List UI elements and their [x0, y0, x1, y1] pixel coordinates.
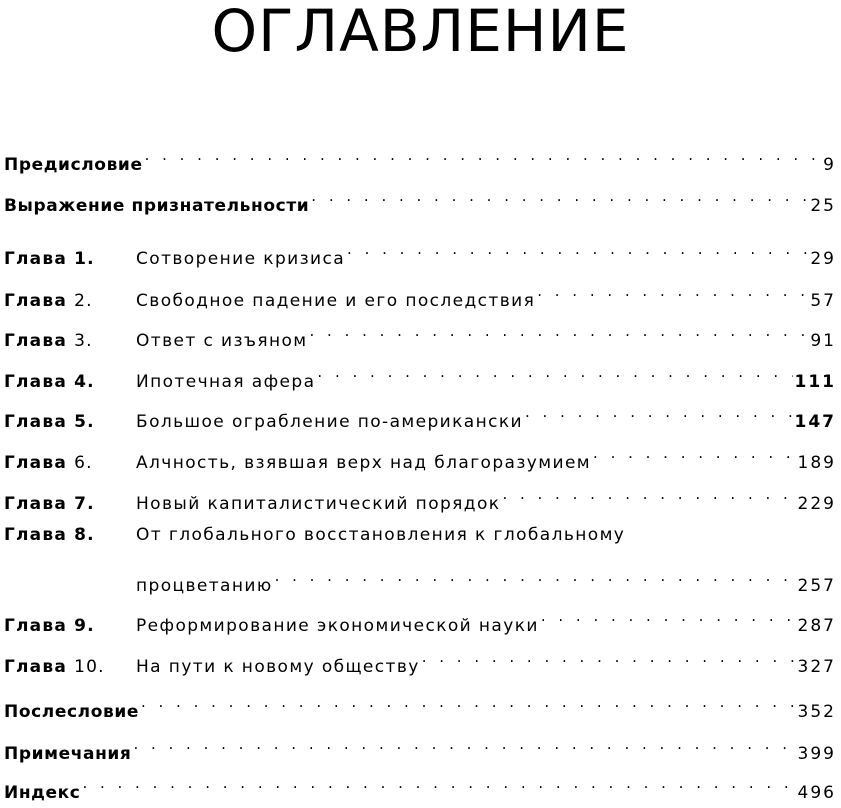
- toc-entry-index[interactable]: [4, 768, 836, 803]
- page-number: 9: [823, 155, 836, 175]
- toc-entry-chapter-9[interactable]: [4, 601, 836, 636]
- chapter-title: Сотворение кризиса: [136, 249, 346, 269]
- chapter-title: Реформирование экономической науки: [136, 616, 539, 636]
- page-number: 147: [794, 412, 836, 432]
- toc-entry-chapter-7[interactable]: [4, 479, 836, 514]
- page-number: 327: [797, 657, 836, 677]
- dot-leader: [502, 479, 795, 509]
- chapter-title: На пути к новому обществу: [136, 657, 420, 677]
- dot-leader: [593, 438, 796, 468]
- dot-leader: [317, 357, 792, 387]
- chapter-title: Алчность, взявшая верх над благоразумием: [136, 453, 592, 473]
- page-number: 257: [797, 576, 836, 596]
- page-title: ОГЛАВЛЕНИЕ: [211, 0, 630, 65]
- entry-label: Послесловие: [4, 702, 139, 722]
- page-number: 229: [797, 494, 836, 514]
- chapter-number: Глава 3.: [4, 331, 93, 351]
- toc-entry-chapter-3[interactable]: [4, 316, 836, 351]
- toc-entry-acknowledgements[interactable]: [4, 181, 836, 216]
- toc-entry-chapter-4[interactable]: [4, 357, 836, 392]
- dot-leader: [141, 687, 796, 717]
- chapter-title: Ответ с изъяном: [136, 331, 308, 351]
- chapter-number: Глава 9.: [4, 616, 95, 636]
- chapter-title: От глобального восстановления к глобальному: [136, 525, 626, 545]
- chapter-number: Глава 6.: [4, 453, 93, 473]
- chapter-number: Глава 7.: [4, 494, 95, 514]
- toc-entry-chapter-8-continued[interactable]: [4, 561, 836, 596]
- page-number: 29: [810, 249, 836, 269]
- dot-leader: [82, 768, 795, 798]
- dot-leader: [311, 181, 808, 211]
- entry-label: Выражение признательности: [4, 196, 310, 216]
- page-number: 189: [797, 453, 836, 473]
- toc-entry-chapter-10[interactable]: [4, 642, 836, 677]
- dot-leader: [537, 276, 808, 306]
- dot-leader: [310, 316, 809, 346]
- chapter-title: Свободное падение и его последствия: [136, 291, 536, 311]
- page-number: 399: [797, 744, 836, 764]
- page-number: 57: [810, 291, 836, 311]
- page-number: 91: [810, 331, 836, 351]
- toc-entry-preface[interactable]: [4, 140, 836, 175]
- toc-entry-chapter-5[interactable]: [4, 397, 836, 432]
- dot-leader: [347, 234, 808, 264]
- toc-entry-chapter-8[interactable]: [4, 520, 836, 550]
- chapter-number: Глава 10.: [4, 657, 105, 677]
- dot-leader: [525, 397, 793, 427]
- entry-label: Индекс: [4, 783, 81, 803]
- dot-leader: [133, 729, 795, 759]
- page-number: 111: [794, 372, 836, 392]
- page-number: 287: [797, 616, 836, 636]
- page-number: 496: [797, 783, 836, 803]
- toc-entry-chapter-2[interactable]: [4, 276, 836, 311]
- chapter-number: Глава 2.: [4, 291, 93, 311]
- chapter-title: Новый капиталистический порядок: [136, 494, 501, 514]
- chapter-number: Глава 1.: [4, 249, 95, 269]
- dot-leader: [275, 561, 796, 591]
- chapter-number: Глава 4.: [4, 372, 95, 392]
- dot-leader: [541, 601, 796, 631]
- toc-entry-chapter-1[interactable]: [4, 234, 836, 269]
- chapter-number: Глава 5.: [4, 412, 95, 432]
- page-number: 352: [797, 702, 836, 722]
- dot-leader: [422, 642, 796, 672]
- chapter-title: Ипотечная афера: [136, 372, 316, 392]
- entry-label: Предисловие: [4, 155, 143, 175]
- toc-entry-notes[interactable]: [4, 729, 836, 764]
- page-number: 25: [810, 196, 836, 216]
- chapter-title: Большое ограбление по-американски: [136, 412, 523, 432]
- dot-leader: [145, 140, 822, 170]
- toc-entry-afterword[interactable]: [4, 687, 836, 722]
- chapter-number: Глава 8.: [4, 525, 95, 545]
- toc-entry-chapter-6[interactable]: [4, 438, 836, 473]
- entry-label: Примечания: [4, 744, 132, 764]
- chapter-title-continued: процветанию: [136, 576, 273, 596]
